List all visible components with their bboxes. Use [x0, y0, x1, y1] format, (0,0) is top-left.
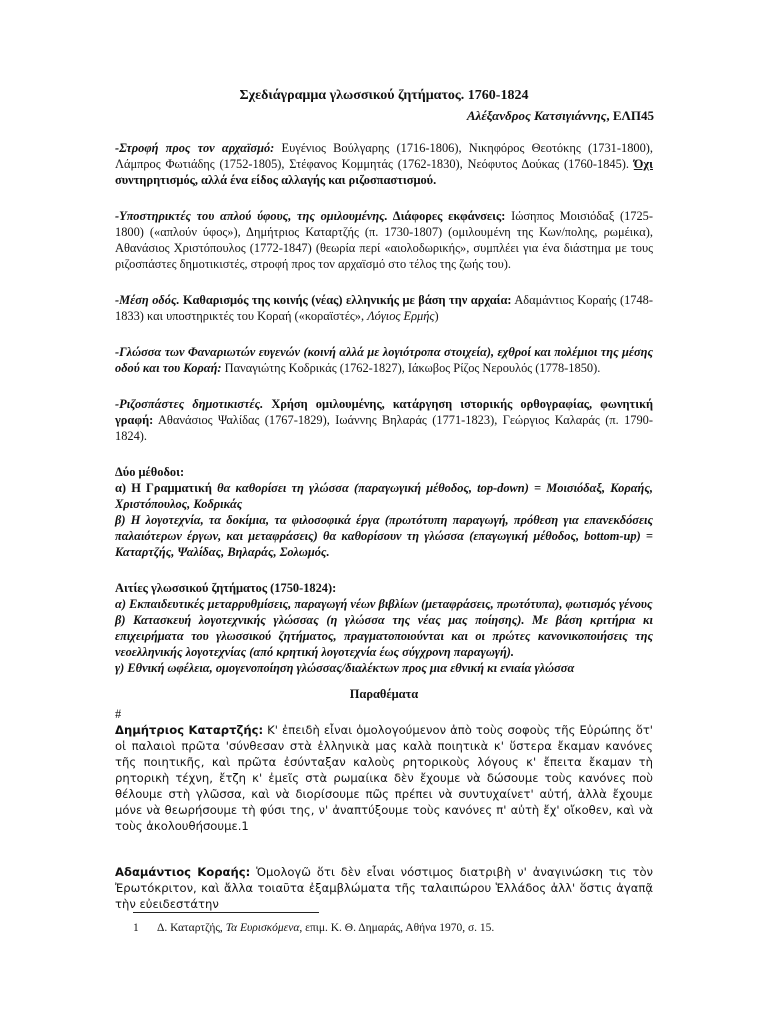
section-subheading: Χρήση ομιλουμένης, κατάργηση ιστορικής ορθογραφίας, φωνητική γραφή:	[115, 397, 653, 427]
section-heading: -Μέση οδός.	[115, 293, 180, 307]
quote-katartzis	[115, 722, 653, 834]
quote-text: Ὁμολογῶ ὅτι δὲν εἶναι νόστιμος διατριβὴ ν' ἀναγινώσκη τις τὸν Ἐρωτόκριτον, καὶ ἄλλα τοιαῦτα ἐξαμβλώματα τῆς ταλαιπώρου Ἑλλάδος ἀλλ' ὅστις ἀγαπᾷ τὴν εὐειδεστάτην	[115, 865, 654, 911]
section-text: Ιώσηπος Μοισιόδαξ (1725-1800) («απλούν ύφος»), Δημήτριος Καταρτζής (π. 1730-1807) (ομιλουμένη της Κων/πολης, ρωμέικα), Αθανάσιος Χριστόπουλος (1772-1847) (θεωρία περί «αιολοδωρικής», συμπλέει για ένα διάστημα με τους ριζοσπάστες δημοτικιστές, στροφή προς τον αρχαϊσμό στο τέλος της ζωής του).	[115, 209, 653, 271]
section-radicals	[115, 396, 653, 444]
page-title: Σχεδιάγραμμα γλωσσικού ζητήματος. 1760-1824	[239, 88, 529, 103]
section-text: Παναγιώτης Κοδρικάς (1762-1827), Ιάκωβος Ρίζος Νερουλός (1778-1850).	[221, 361, 601, 375]
section-heading: -Ριζοσπάστες δημοτικιστές.	[115, 397, 264, 411]
methods-heading: Δύο μέθοδοι:	[115, 465, 185, 479]
quote-author: Αδαμάντιος Κοραής:	[115, 865, 251, 879]
author-name: Αλέξανδρος Κατσιγιάννης	[466, 108, 607, 123]
method-a-label: α) Η Γραμματική	[115, 481, 212, 495]
causes-heading: Αιτίες γλωσσικού ζητήματος (1750-1824):	[115, 581, 337, 595]
cause-a: α) Εκπαιδευτικές μεταρρυθμίσεις, παραγωγή νέων βιβλίων (μεταφράσεις, πρωτότυπα), φωτισμός γένους	[115, 597, 653, 611]
method-b	[115, 512, 653, 560]
section-middle-way	[115, 292, 653, 324]
section-methods	[115, 464, 653, 560]
footnote-post: , επιμ. Κ. Θ. Δημαράς, Αθήνα 1970, σ. 15.	[299, 922, 495, 934]
hash-mark: #	[115, 707, 122, 721]
footnote	[133, 922, 494, 934]
footnote-divider	[133, 912, 319, 913]
section-tail: )	[434, 309, 439, 323]
quote-korais	[115, 864, 653, 912]
section-causes	[115, 580, 653, 676]
quotes-heading: Παραθέματα	[349, 687, 419, 701]
footnote-pre: Δ. Καταρτζής,	[157, 922, 226, 934]
method-a	[115, 480, 653, 512]
section-heading: -Υποστηρικτές του απλού ύφους, της ομιλουμένης.	[115, 209, 388, 223]
section-heading: -Γλώσσα των Φαναριωτών ευγενών (κοινή αλλά με λογιότροπα στοιχεία), εχθροί και πολέμιοι της μέσης οδού και του Κοραή:	[115, 345, 653, 375]
section-text: Αθανάσιος Ψαλίδας (1767-1829), Ιωάννης Βηλαράς (1771-1823), Γεώργιος Καλαράς (π. 1790-1824).	[115, 413, 653, 443]
method-a-text: θα καθορίσει τη γλώσσα (παραγωγική μέθοδος, top-down) = Μοισιόδαξ, Κοραής, Χριστόπουλος, Κοδρικάς	[115, 481, 653, 511]
footnote-number: 1	[133, 922, 139, 934]
section-italic: Λόγιος Ερμής	[367, 309, 435, 323]
section-tail: συντηρητισμός, αλλά ένα είδος αλλαγής και ριζοσπαστισμού.	[115, 173, 437, 187]
section-text: Ευγένιος Βούλγαρης (1716-1806), Νικηφόρος Θεοτόκης (1731-1800), Λάμπρος Φωτιάδης (1752-1805), Στέφανος Κομμητάς (1762-1830), Νεόφυτος Δούκας (1760-1845).	[115, 141, 654, 171]
section-text: Αδαμάντιος Κοραής (1748-1833) και υποστηρικτές του Κοραή («κοραϊστές»,	[115, 293, 653, 323]
author-course: , ΕΛΠ45	[606, 108, 654, 123]
footnote-italic: Τα Ευρισκόμενα	[225, 922, 300, 934]
document-body	[115, 140, 653, 932]
quote-text: Κ' ἐπειδὴ εἶναι ὁμολογούμενον ἀπὸ τοὺς σοφοὺς τῆς Εὐρώπης ὅτ' οἱ παλαιοὶ πρῶτα 'σύνθεσαν στὰ ἑλληνικὰ μας καλὰ ποιητικὰ κ' ὕστερα ἔκαμαν κανόνες τῆς ποιητικῆς, καὶ πρῶτα ἐσύνταξαν καλοὺς ρητορικοὺς λόγους κ' ἔπειτα ἔκαμαν τὴ ρητορικὴ τέχνη, ἔτζη κ' ἐμεῖς στὰ ρωμαίικα δὲν ἔχουμε νὰ δώσουμε τοὺς κανόνες ποὺ θέλουμε στὴ γλῶσσα, καὶ νὰ διορίσουμε πῶς πρέπει νὰ συντυχαίνετ' αὐτή, ἀλλὰ ἔχουμε μόνε νὰ θεωρήσουμε τὴ φύσι της, ν' ἀναπτύξουμε τοὺς κανόνες π' αὐτὴ ἔχ' οἴκοθεν, καὶ νὰ τοὺς ἀκολουθήσουμε.	[115, 723, 653, 833]
section-archaism	[115, 140, 653, 188]
section-simple-style	[115, 208, 653, 272]
author-line	[467, 108, 654, 124]
section-subheading: Διάφορες εκφάνσεις:	[387, 209, 506, 223]
method-b-label: β) Η λογοτεχνία, τα δοκίμια, τα φιλοσοφικά έργα (πρωτότυπη παραγωγή, πρόθεση για επανεκδόσεις παλαιότερων έργων, και μεταφράσεις)	[115, 513, 653, 543]
cause-b: β) Κατασκευή λογοτεχνικής γλώσσας (η γλώσσα της νέας μας ποίησης). Με βάση κριτήρια κι επιχειρήματα του γλωσσικού ζητήματος, πραγματοποιούνται και οι πρώτες κανονικοποιήσεις της νεοελληνικής λογοτεχνίας (από κρητική λογοτεχνία έως σύγχρονη παραγωγή).	[115, 613, 653, 659]
cause-c: γ) Εθνική ωφέλεια, ομογενοποίηση γλώσσας/διαλέκτων προς μια εθνική κι ενιαία γλώσσα	[115, 661, 575, 675]
section-heading: -Στροφή προς τον αρχαϊσμό:	[115, 141, 275, 155]
footnote-ref[interactable]: 1	[241, 819, 249, 833]
section-subheading: Καθαρισμός της κοινής (νέας) ελληνικής με βάση την αρχαία:	[179, 293, 512, 307]
section-phanariots	[115, 344, 653, 376]
method-b-text: θα καθορίσουν τη γλώσσα (επαγωγική μέθοδος, bottom-up) = Καταρτζής, Ψαλίδας, Βηλαράς, Σολωμός.	[115, 529, 653, 559]
emphasis-ochi: Όχι	[633, 157, 653, 171]
quote-author: Δημήτριος Καταρτζής:	[115, 723, 264, 737]
